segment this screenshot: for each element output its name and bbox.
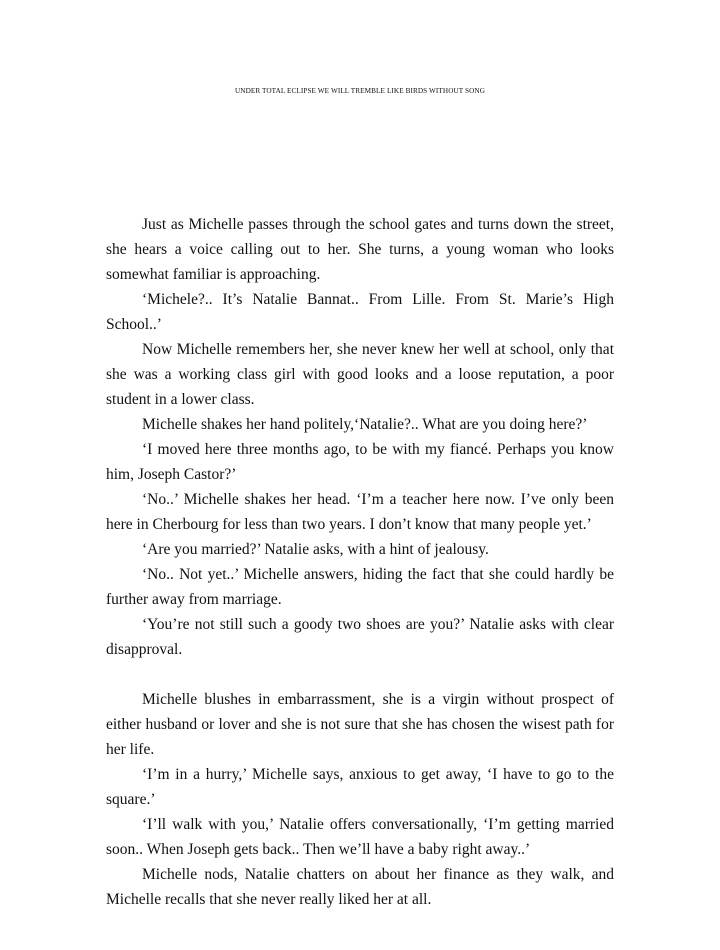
paragraph: ‘Are you married?’ Natalie asks, with a hint of jealousy. (142, 541, 489, 558)
paragraph: Michelle blushes in embarrassment, she is a virgin without prospect of either husband or lover and she is not sure that she has chosen the wisest path for her life. (106, 691, 614, 758)
paragraph: Michelle nods, Natalie chatters on about her finance as they walk, and Michelle recalls that she never really liked her at all. (106, 866, 614, 908)
paragraph: ‘Michele?.. It’s Natalie Bannat.. From Lille. From St. Marie’s High School..’ (106, 291, 614, 333)
paragraph: ‘I’m in a hurry,’ Michelle says, anxious to get away, ‘I have to go to the square.’ (106, 766, 614, 808)
paragraph: ‘I moved here three months ago, to be with my fiancé. Perhaps you know him, Joseph Castor?’ (106, 441, 614, 483)
paragraph: Just as Michelle passes through the school gates and turns down the street, she hears a voice calling out to her. She turns, a young woman who looks somewhat familiar is approaching. (106, 216, 614, 283)
blank-line (106, 662, 614, 687)
body-text (106, 212, 614, 912)
running-header: UNDER TOTAL ECLIPSE WE WILL TREMBLE LIKE BIRDS WITHOUT SONG (234, 87, 486, 95)
paragraph: ‘No..’ Michelle shakes her head. ‘I’m a teacher here now. I’ve only been here in Cherbourg for less than two years. I don’t know that many people yet.’ (106, 491, 614, 533)
paragraph: Michelle shakes her hand politely,‘Natalie?.. What are you doing here?’ (142, 416, 588, 433)
paragraph: ‘No.. Not yet..’ Michelle answers, hiding the fact that she could hardly be further away from marriage. (106, 566, 614, 608)
paragraph: ‘You’re not still such a goody two shoes are you?’ Natalie asks with clear disapproval. (106, 616, 614, 658)
paragraph: ‘I’ll walk with you,’ Natalie offers conversationally, ‘I’m getting married soon.. When Joseph gets back.. Then we’ll have a baby right away..’ (106, 816, 614, 858)
paragraph: Now Michelle remembers her, she never knew her well at school, only that she was a working class girl with good looks and a loose reputation, a poor student in a lower class. (106, 341, 614, 408)
